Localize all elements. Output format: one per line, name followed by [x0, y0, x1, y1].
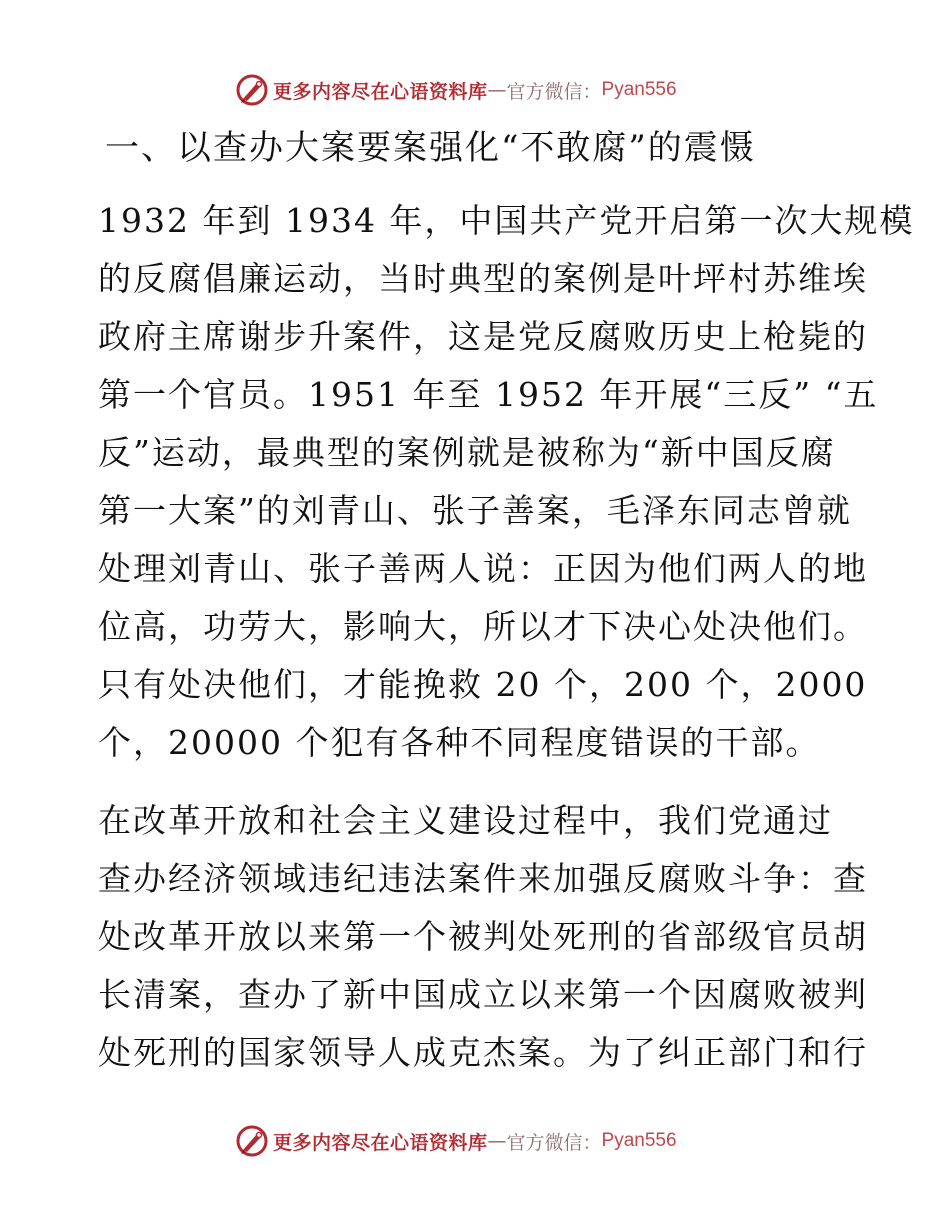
paragraph-1	[98, 192, 914, 772]
watermark-official-label: 官方微信：	[506, 80, 602, 103]
paragraph-line: 的反腐倡廉运动，当时典型的案例是叶坪村苏维埃	[98, 259, 868, 298]
watermark-wechat-id: Pyan556	[601, 79, 677, 100]
paragraph-line: 处理刘青山、张子善两人说：正因为他们两人的地	[98, 549, 868, 588]
section-heading: 一、以查办大案要案强化“不敢腐”的震慑	[105, 128, 756, 168]
paragraph-line: 1932 年到 1934 年，中国共产党开启第一次大规模	[98, 201, 915, 240]
paragraph-line: 只有处决他们，才能挽救 20 个，200 个，2000	[98, 665, 868, 704]
watermark-site-text: 更多内容尽在心语资料库	[273, 80, 488, 103]
watermark-official-label: 官方微信：	[506, 1131, 602, 1154]
paragraph-line: 第一个官员。1951 年至 1952 年开展“三反” “五	[98, 375, 879, 414]
pen-logo-icon	[235, 73, 269, 107]
watermark-site-text: 更多内容尽在心语资料库	[273, 1131, 488, 1154]
watermark-header	[235, 73, 677, 107]
pen-logo-icon	[235, 1124, 269, 1158]
paragraph-line: 反”运动，最典型的案例就是被称为“新中国反腐	[98, 433, 836, 472]
paragraph-line: 在改革开放和社会主义建设过程中，我们党通过	[98, 801, 833, 840]
paragraph-line: 个，20000 个犯有各种不同程度错误的干部。	[98, 723, 821, 762]
paragraph-line: 处死刑的国家领导人成克杰案。为了纠正部门和行	[98, 1033, 868, 1072]
paragraph-line: 位高，功劳大，影响大，所以才下决心处决他们。	[98, 607, 868, 646]
watermark-separator: —	[487, 1130, 507, 1152]
paragraph-line: 查办经济领域违纪违法案件来加强反腐败斗争：查	[98, 859, 868, 898]
paragraph-line: 第一大案”的刘青山、张子善案，毛泽东同志曾就	[98, 491, 852, 530]
watermark-footer	[235, 1124, 677, 1158]
paragraph-2	[98, 792, 868, 1082]
watermark-separator: —	[487, 79, 507, 101]
paragraph-line: 政府主席谢步升案件，这是党反腐败历史上枪毙的	[98, 317, 868, 356]
paragraph-line: 处改革开放以来第一个被判处死刑的省部级官员胡	[98, 917, 868, 956]
paragraph-line: 长清案，查办了新中国成立以来第一个因腐败被判	[98, 975, 868, 1014]
watermark-wechat-id: Pyan556	[601, 1130, 677, 1151]
